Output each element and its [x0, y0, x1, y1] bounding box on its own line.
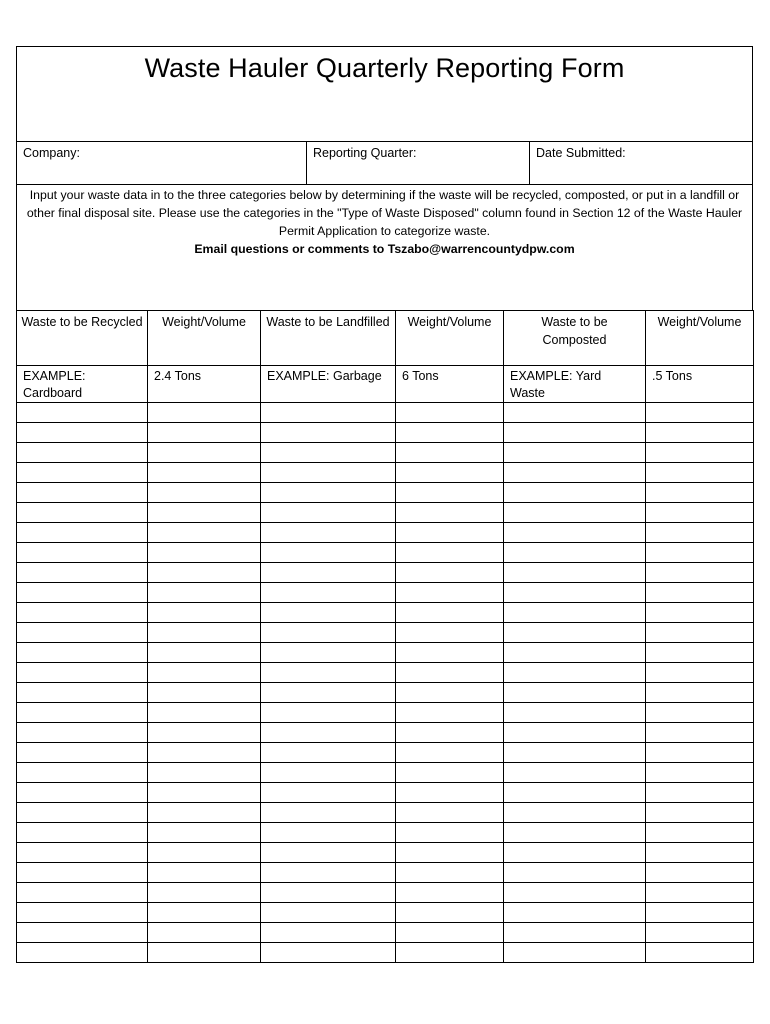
table-row — [17, 523, 754, 543]
entry-cell[interactable] — [396, 743, 504, 763]
table-row — [17, 923, 754, 943]
entry-cell[interactable] — [504, 443, 646, 463]
entry-cell[interactable] — [261, 623, 396, 643]
table-row — [17, 583, 754, 603]
entry-cell[interactable] — [646, 943, 754, 963]
entry-cell[interactable] — [646, 863, 754, 883]
entry-cell[interactable] — [148, 623, 261, 643]
entry-cell[interactable] — [261, 943, 396, 963]
entry-cell[interactable] — [17, 923, 148, 943]
instructions-section — [16, 184, 753, 310]
entry-cell[interactable] — [396, 683, 504, 703]
entry-cell[interactable] — [504, 583, 646, 603]
entry-cell[interactable] — [261, 763, 396, 783]
entry-cell[interactable] — [396, 883, 504, 903]
header-waste-landfilled: Waste to be Landfilled — [261, 311, 396, 366]
entry-cell[interactable] — [17, 583, 148, 603]
entry-cell[interactable] — [17, 663, 148, 683]
entry-cell[interactable] — [261, 743, 396, 763]
entry-cell[interactable] — [646, 803, 754, 823]
entry-cell[interactable] — [396, 823, 504, 843]
entry-cell[interactable] — [396, 563, 504, 583]
entry-cell[interactable] — [17, 903, 148, 923]
table-row — [17, 903, 754, 923]
table-row — [17, 543, 754, 563]
entry-cell[interactable] — [148, 783, 261, 803]
entry-cell[interactable] — [17, 483, 148, 503]
entry-cell[interactable] — [148, 523, 261, 543]
entry-cell[interactable] — [646, 743, 754, 763]
entry-cell[interactable] — [396, 723, 504, 743]
entry-cell[interactable] — [17, 763, 148, 783]
entry-cell[interactable] — [646, 723, 754, 743]
entry-cell[interactable] — [148, 883, 261, 903]
entry-cell[interactable] — [17, 543, 148, 563]
entry-cell[interactable] — [646, 683, 754, 703]
entry-cell[interactable] — [17, 943, 148, 963]
entry-cell[interactable] — [148, 743, 261, 763]
entry-cell[interactable] — [261, 463, 396, 483]
entry-cell[interactable] — [504, 763, 646, 783]
entry-cell[interactable] — [646, 663, 754, 683]
entry-cell[interactable] — [396, 903, 504, 923]
entry-cell[interactable] — [504, 563, 646, 583]
entry-cell[interactable] — [148, 903, 261, 923]
table-row — [17, 763, 754, 783]
reporting-quarter-field[interactable] — [306, 142, 529, 184]
entry-cell[interactable] — [396, 523, 504, 543]
entry-cell[interactable] — [148, 643, 261, 663]
title-section — [16, 46, 753, 141]
entry-cell[interactable] — [17, 743, 148, 763]
entry-cell[interactable] — [17, 423, 148, 443]
entry-cell[interactable] — [646, 483, 754, 503]
entry-cell[interactable] — [148, 723, 261, 743]
entry-cell[interactable] — [646, 403, 754, 423]
entry-cell[interactable] — [148, 603, 261, 623]
entry-cell[interactable] — [396, 803, 504, 823]
form-title: Waste Hauler Quarterly Reporting Form — [144, 53, 625, 83]
entry-cell[interactable] — [261, 783, 396, 803]
entry-cell[interactable] — [646, 543, 754, 563]
entry-cell[interactable] — [396, 643, 504, 663]
example-cell: EXAMPLE: Cardboard — [17, 366, 148, 403]
entry-cell[interactable] — [261, 723, 396, 743]
date-submitted-field[interactable] — [529, 142, 752, 184]
entry-cell[interactable] — [261, 523, 396, 543]
table-row — [17, 623, 754, 643]
entry-cell[interactable] — [17, 523, 148, 543]
entry-cell[interactable] — [646, 463, 754, 483]
table-row — [17, 483, 754, 503]
date-submitted-label: Date Submitted: — [536, 146, 626, 160]
entry-cell[interactable] — [504, 603, 646, 623]
entry-cell[interactable] — [646, 443, 754, 463]
entry-cell[interactable] — [504, 663, 646, 683]
entry-cell[interactable] — [504, 803, 646, 823]
entry-cell[interactable] — [504, 863, 646, 883]
example-cell: 2.4 Tons — [148, 366, 261, 403]
entry-cell[interactable] — [504, 463, 646, 483]
entry-cell[interactable] — [504, 623, 646, 643]
entry-cell[interactable] — [646, 603, 754, 623]
entry-cell[interactable] — [261, 583, 396, 603]
entry-cell[interactable] — [396, 663, 504, 683]
table-row — [17, 803, 754, 823]
example-row — [17, 366, 754, 403]
header-waste-composted: Waste to be Composted — [504, 311, 646, 366]
entry-cell[interactable] — [504, 743, 646, 763]
entry-cell[interactable] — [504, 403, 646, 423]
entry-cell[interactable] — [17, 883, 148, 903]
entry-cell[interactable] — [646, 903, 754, 923]
entry-cell[interactable] — [504, 943, 646, 963]
entry-cell[interactable] — [261, 403, 396, 423]
entry-cell[interactable] — [261, 443, 396, 463]
example-cell: 6 Tons — [396, 366, 504, 403]
entry-cell[interactable] — [17, 843, 148, 863]
entry-cell[interactable] — [17, 643, 148, 663]
table-row — [17, 723, 754, 743]
entry-cell[interactable] — [148, 583, 261, 603]
reporting-form — [16, 46, 753, 963]
company-field[interactable] — [17, 142, 306, 184]
entry-cell[interactable] — [646, 563, 754, 583]
example-cell: .5 Tons — [646, 366, 754, 403]
entry-cell[interactable] — [396, 483, 504, 503]
entry-cell[interactable] — [504, 923, 646, 943]
entry-cell[interactable] — [17, 863, 148, 883]
waste-table — [16, 310, 754, 963]
entry-cell[interactable] — [396, 863, 504, 883]
entry-cell[interactable] — [646, 923, 754, 943]
table-row — [17, 943, 754, 963]
header-weight-landfilled: Weight/Volume — [396, 311, 504, 366]
entry-cell[interactable] — [504, 903, 646, 923]
entry-cell[interactable] — [396, 843, 504, 863]
entry-cell[interactable] — [17, 463, 148, 483]
entry-cell[interactable] — [148, 683, 261, 703]
entry-cell[interactable] — [504, 843, 646, 863]
table-row — [17, 563, 754, 583]
entry-cell[interactable] — [646, 503, 754, 523]
table-row — [17, 643, 754, 663]
entry-cell[interactable] — [17, 443, 148, 463]
example-cell: EXAMPLE: Yard Waste — [504, 366, 646, 403]
entry-cell[interactable] — [148, 863, 261, 883]
entry-cell[interactable] — [17, 563, 148, 583]
entry-cell[interactable] — [504, 723, 646, 743]
entry-cell[interactable] — [396, 583, 504, 603]
entry-cell[interactable] — [504, 883, 646, 903]
table-row — [17, 883, 754, 903]
entry-cell[interactable] — [148, 543, 261, 563]
entry-cell[interactable] — [646, 883, 754, 903]
entry-cell[interactable] — [646, 623, 754, 643]
entry-cell[interactable] — [504, 683, 646, 703]
entry-cell[interactable] — [261, 563, 396, 583]
entry-cell[interactable] — [17, 783, 148, 803]
entry-cell[interactable] — [396, 783, 504, 803]
table-row — [17, 503, 754, 523]
entry-cell[interactable] — [148, 843, 261, 863]
entry-cell[interactable] — [261, 843, 396, 863]
entry-cell[interactable] — [261, 803, 396, 823]
entry-cell[interactable] — [17, 683, 148, 703]
entry-cell[interactable] — [504, 523, 646, 543]
entry-cell[interactable] — [396, 703, 504, 723]
entry-cell[interactable] — [148, 943, 261, 963]
table-row — [17, 663, 754, 683]
entry-cell[interactable] — [261, 883, 396, 903]
entry-cell[interactable] — [646, 783, 754, 803]
entry-cell[interactable] — [504, 643, 646, 663]
entry-cell[interactable] — [646, 843, 754, 863]
table-row — [17, 823, 754, 843]
entry-cell[interactable] — [261, 603, 396, 623]
header-weight-recycled: Weight/Volume — [148, 311, 261, 366]
entry-cell[interactable] — [396, 443, 504, 463]
entry-cell[interactable] — [646, 823, 754, 843]
entry-cell[interactable] — [261, 863, 396, 883]
entry-cell[interactable] — [17, 503, 148, 523]
entry-cell[interactable] — [396, 503, 504, 523]
info-row — [16, 141, 753, 184]
entry-cell[interactable] — [148, 423, 261, 443]
table-row — [17, 463, 754, 483]
entry-cell[interactable] — [261, 823, 396, 843]
entry-cell[interactable] — [504, 423, 646, 443]
entry-cell[interactable] — [261, 703, 396, 723]
entry-cell[interactable] — [646, 763, 754, 783]
entry-cell[interactable] — [261, 643, 396, 663]
entry-cell[interactable] — [148, 463, 261, 483]
entry-cell[interactable] — [261, 683, 396, 703]
entry-cell[interactable] — [17, 603, 148, 623]
entry-cell[interactable] — [504, 703, 646, 723]
entry-cell[interactable] — [504, 483, 646, 503]
entry-cell[interactable] — [646, 583, 754, 603]
entry-cell[interactable] — [646, 703, 754, 723]
entry-cell[interactable] — [148, 803, 261, 823]
table-row — [17, 683, 754, 703]
entry-cell[interactable] — [396, 603, 504, 623]
entry-cell[interactable] — [148, 443, 261, 463]
entry-cell[interactable] — [396, 943, 504, 963]
table-row — [17, 703, 754, 723]
entry-cell[interactable] — [17, 723, 148, 743]
table-row — [17, 843, 754, 863]
entry-cell[interactable] — [148, 823, 261, 843]
entry-cell[interactable] — [261, 923, 396, 943]
entry-cell[interactable] — [148, 663, 261, 683]
entry-cell[interactable] — [261, 423, 396, 443]
table-row — [17, 863, 754, 883]
header-row — [17, 311, 754, 366]
entry-cell[interactable] — [261, 503, 396, 523]
entry-cell[interactable] — [396, 763, 504, 783]
table-row — [17, 603, 754, 623]
entry-cell[interactable] — [504, 503, 646, 523]
instructions-text: Input your waste data in to the three categories below by determining if the waste will be recycled, composted, or put in a landfill or other final disposal site. Please use the categories in the "Type of Waste Disposed" column found in Section 12 of the Waste Hauler Permit Application to categorize waste. — [26, 188, 743, 238]
header-weight-composted: Weight/Volume — [646, 311, 754, 366]
entry-cell[interactable] — [504, 543, 646, 563]
entry-cell[interactable] — [261, 663, 396, 683]
entry-cell[interactable] — [17, 623, 148, 643]
entry-cell[interactable] — [504, 783, 646, 803]
entry-cell[interactable] — [261, 543, 396, 563]
entry-cell[interactable] — [646, 523, 754, 543]
entry-cell[interactable] — [148, 403, 261, 423]
example-cell: EXAMPLE: Garbage — [261, 366, 396, 403]
entry-cell[interactable] — [17, 823, 148, 843]
entry-cell[interactable] — [148, 483, 261, 503]
entry-cell[interactable] — [646, 643, 754, 663]
entry-cell[interactable] — [17, 703, 148, 723]
table-row — [17, 743, 754, 763]
entry-cell[interactable] — [261, 483, 396, 503]
table-row — [17, 423, 754, 443]
table-row — [17, 443, 754, 463]
entry-cell[interactable] — [148, 923, 261, 943]
entry-cell[interactable] — [396, 543, 504, 563]
entry-cell[interactable] — [396, 623, 504, 643]
email-note: Email questions or comments to Tszabo@warrencountydpw.com — [194, 242, 575, 256]
entry-cell[interactable] — [261, 903, 396, 923]
company-label: Company: — [23, 146, 80, 160]
entry-cell[interactable] — [148, 503, 261, 523]
entry-cell[interactable] — [17, 403, 148, 423]
entry-cell[interactable] — [396, 463, 504, 483]
entry-cell[interactable] — [396, 403, 504, 423]
entry-cell[interactable] — [148, 703, 261, 723]
header-waste-recycled: Waste to be Recycled — [17, 311, 148, 366]
entry-cell[interactable] — [646, 423, 754, 443]
entry-cell[interactable] — [504, 823, 646, 843]
table-row — [17, 783, 754, 803]
entry-cell[interactable] — [396, 923, 504, 943]
entry-cell[interactable] — [17, 803, 148, 823]
entry-cell[interactable] — [396, 423, 504, 443]
table-row — [17, 403, 754, 423]
entry-cell[interactable] — [148, 563, 261, 583]
entry-cell[interactable] — [148, 763, 261, 783]
reporting-quarter-label: Reporting Quarter: — [313, 146, 417, 160]
